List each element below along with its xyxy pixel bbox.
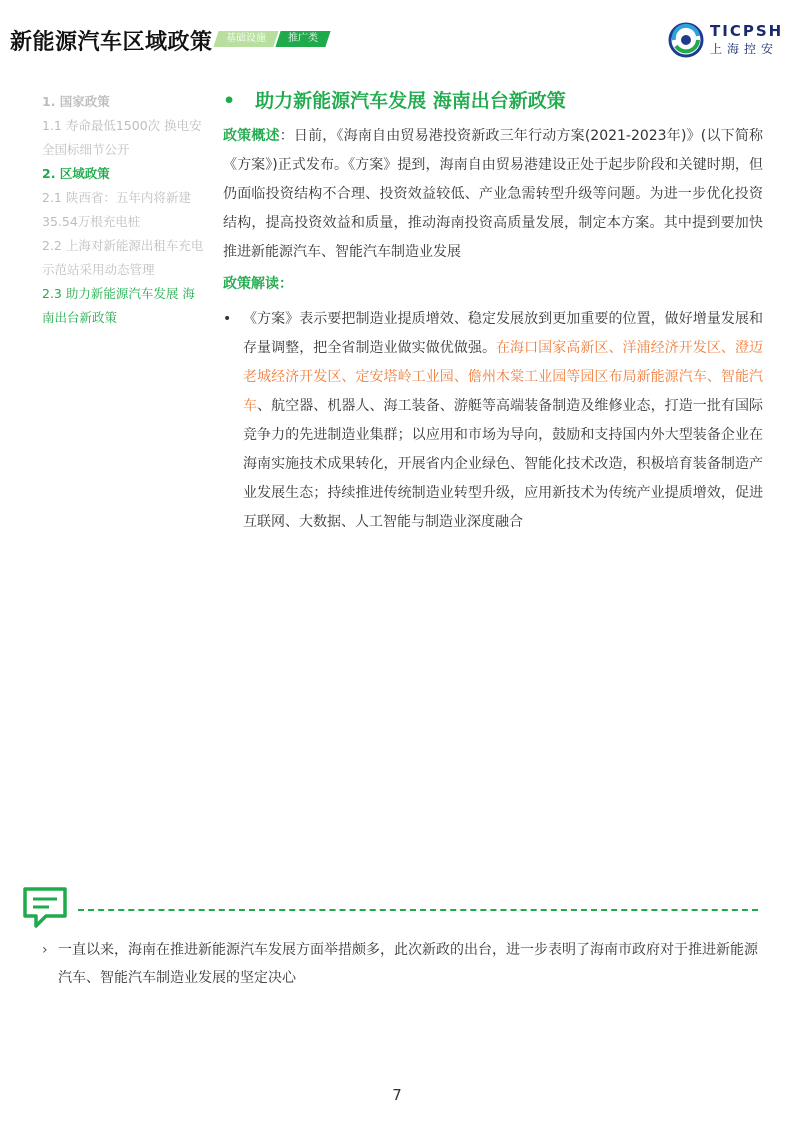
article-heading: • 助力新能源汽车发展 海南出台新政策 xyxy=(223,90,566,112)
logo-swirl-icon xyxy=(668,22,704,58)
bullet-text-pre: 《方案》表示要把制造业提质增效、稳定发展放到更加重要的位置，做好增量发展和存量调整，把全省制造业做实做优做强。 xyxy=(243,311,763,356)
bullet-dot: • xyxy=(223,311,232,327)
tag-promotion: 推广类 xyxy=(275,31,330,47)
logo-text-latin: TICPSH xyxy=(710,22,784,40)
chevron-right-icon: › xyxy=(42,942,48,958)
heading-bullet: • xyxy=(223,90,236,112)
tag-infrastructure: 基础设施 xyxy=(213,31,278,47)
overview-text: ：日前，《海南自由贸易港投资新政三年行动方案(2021-2023年)》(以下简称《方案》)正式发布。《方案》提到，海南自由贸易港建设正处于起步阶段和关键时期，但仍面临投资结构不合理、投资效益较低、产业急需转型升级等问题。为进一步优化投资结构，提高投资效益和质量，推动海南投资高质量发展，制定本方案。其中提到要加快推进新能源汽车、智能汽车制造业发展 xyxy=(223,128,763,260)
bullet-highlight: 在海口国家高新区、洋浦经济开发区、澄迈老城经济开发区、定安塔岭工业园、儋州木棠工业园等园区布局新能源汽车、智能汽车 xyxy=(243,340,763,414)
overview-paragraph xyxy=(223,122,763,267)
logo-text-chinese: 上海控安 xyxy=(710,42,779,56)
toc-item-2-3[interactable]: 2.3 助力新能源汽车发展 海南出台新政策 xyxy=(42,286,195,325)
interpretation-label: 政策解读： xyxy=(223,276,293,292)
summary-note xyxy=(42,936,762,992)
company-logo xyxy=(668,20,788,60)
toc-item-2-1[interactable]: 2.1 陕西省：五年内将新建35.54万根充电桩 xyxy=(42,190,191,229)
summary-text: 一直以来，海南在推进新能源汽车发展方面举措颇多，此次新政的出台，进一步表明了海南市政府对于推进新能源汽车、智能汽车制造业发展的坚定决心 xyxy=(58,942,758,986)
bullet-text-post: 、航空器、机器人、海工装备、游艇等高端装备制造及维修业态，打造一批有国际竞争力的先进制造业集群；以应用和市场为导向，鼓励和支持国内外大型装备企业在海南实施技术成果转化，开展省内企业绿色、智能化技术改造，积极培育装备制造产业发展生态；持续推进传统制造业转型升级，应用新技术为传统产业提质增效，促进互联网、大数据、人工智能与制造业深度融合 xyxy=(243,398,764,530)
page-title: 新能源汽车区域政策 xyxy=(10,30,213,55)
comment-icon xyxy=(22,886,68,930)
sidebar-toc xyxy=(42,90,207,330)
toc-section-regional[interactable]: 2. 区域政策 xyxy=(42,166,110,181)
main-content xyxy=(223,86,763,537)
toc-item-2-2[interactable]: 2.2 上海对新能源出租车充电示范站采用动态管理 xyxy=(42,238,204,277)
divider-dashed xyxy=(78,909,758,911)
interpretation-bullet xyxy=(223,305,763,537)
toc-item-1-1[interactable]: 1.1 寿命最低1500次 换电安全国标细节公开 xyxy=(42,118,202,157)
overview-label: 政策概述 xyxy=(223,128,280,144)
page-number: 7 xyxy=(392,1086,402,1104)
toc-section-national[interactable]: 1. 国家政策 xyxy=(42,94,110,109)
